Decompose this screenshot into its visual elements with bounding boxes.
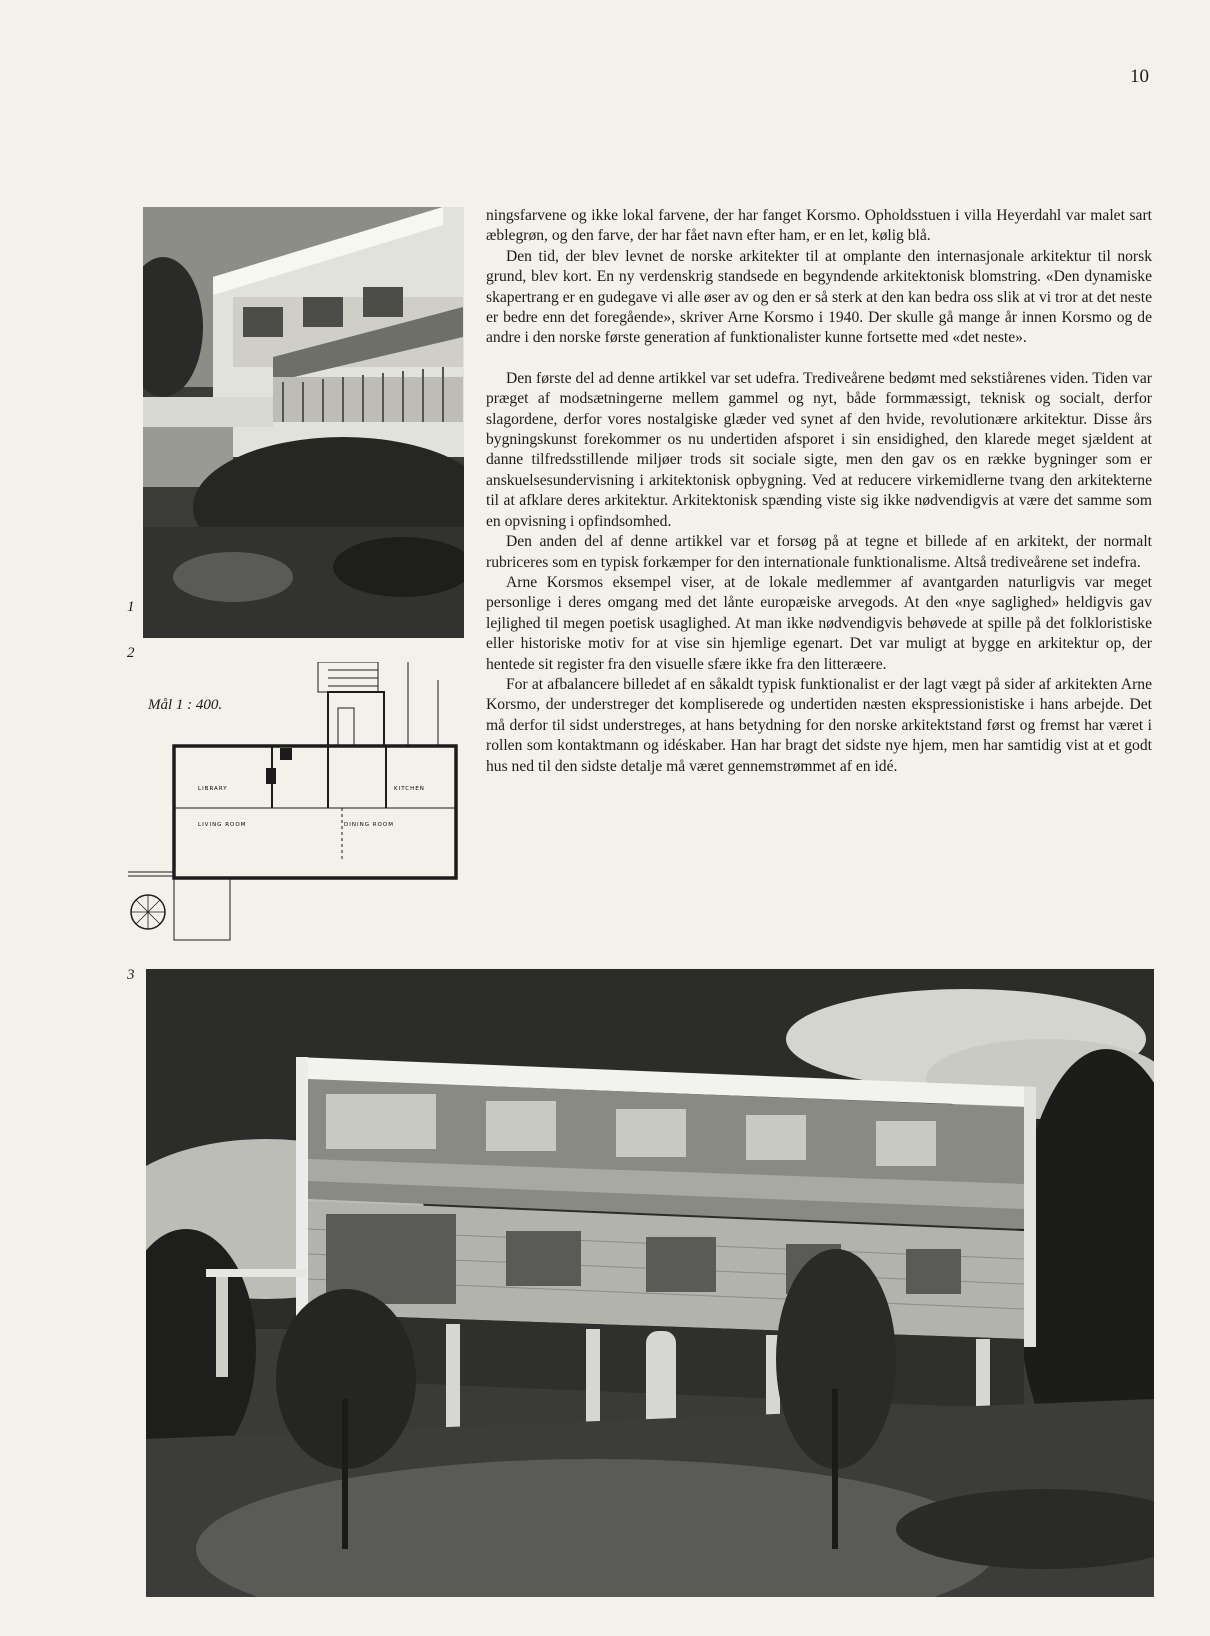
figure-2-floor-plan — [128, 662, 464, 952]
paragraph-3: Den første del ad denne artikkel var set udefra. Trediveårene bedømt med sekstiårenes viden. Tiden var præget af modsætningerne mellem gammel og nyt, både formmæssigt, teknisk og socialt, derfor slagordene, derfor vores nostalgiske glæder ved synet af den hvide, revolutionære arkitektur. Disse års bygningskunst forekommer os nu undertiden afsporet i sin ensidighed, den klarede meget sjældent at danne tilfredsstillende miljøer trods sit sociale sigte, men den gav os en række bygninger som er anskuelsesundervisning i arkitektonisk opbygning. Ved at reducere virkemidlerne tvang den arkitekterne til at afklare deres arkitektur. Arkitektonisk spænding viste sig ikke nødvendigvis at være det samme som en opvisning i opfindsomhed. — [486, 369, 1152, 530]
plan-scale-label: Mål 1 : 400. — [148, 697, 223, 713]
plan-room-dining: DINING ROOM — [344, 822, 394, 828]
figure-3-number: 3 — [127, 967, 135, 983]
figure-3-photo — [146, 969, 1154, 1597]
paragraph-4: Den anden del af denne artikkel var et forsøg på at tegne et billede af en arkitekt, der normalt rubriceres som en typisk forkæmper for den internationale funktionalisme. Altså trediveårene set indefra. — [486, 533, 1152, 571]
figure-1-number: 1 — [127, 599, 135, 615]
paragraph-2: Den tid, der blev levnet de norske arkitekter til at omplante den internasjonale arkitektur til norsk grund, blev kort. En ny verdenskrig standsede en begyndende arkitektonisk blomstring. «Den dynamiske skapertrang er en gudegave vi alle øser av og den er så sterk at den kan bedra oss slik at vi tror at det neste er bedre enn det foregående», skriver Arne Korsmo i 1940. Der skulle gå mange år innen Korsmo og de andre i den norske første generation af funktionalister kunne fortsette med «det neste». — [486, 247, 1152, 347]
article-text — [486, 206, 1152, 777]
figure-1-photo — [143, 207, 464, 638]
paragraph-5: Arne Korsmos eksempel viser, at de lokale medlemmer af avantgarden naturligvis var meget personlige i deres omgang med det lånte europæiske arvegods. At den «nye saglighed» heldigvis gav lejlighed til megen poetisk usaglighed. At man ikke nødvendigvis behøvede at spille på det folkloristiske eller historiske motiv for at vise sin hjemlige egenart. Det var muligt at bygge en arkitektur op, der hentede sit register fra den visuelle sfære ikke fra den litteræere. — [486, 573, 1152, 673]
paragraph-6: For at afbalancere billedet af en såkaldt typisk funktionalist er der lagt vægt på sider af arkitekten Arne Korsmo, der understreger det kompliserede og undertiden næsten ekspressionistiske i hans arbejde. Det må derfor til sidst understreges, at hans betydning for den norske arkitektstand først og fremst har været i rollen som kontaktmann og idéskaber. Han har bragt det sidste nye hjem, men har samtidig vist at et godt hus ned til den sidste detalje må været gennemstrømmet af en idé. — [486, 675, 1152, 775]
plan-room-library: LIBRARY — [198, 786, 228, 792]
paragraph-1: ningsfarvene og ikke lokal farvene, der har fanget Korsmo. Opholdsstuen i villa Heyerdahl var malet sart æblegrøn, og den farve, der har fået navn efter ham, er en let, kølig blå. — [486, 207, 1152, 245]
plan-room-kitchen: KITCHEN — [394, 786, 425, 792]
page-number: 10 — [1130, 66, 1149, 87]
plan-room-living: LIVING ROOM — [198, 822, 247, 828]
figure-2-number: 2 — [127, 645, 135, 661]
